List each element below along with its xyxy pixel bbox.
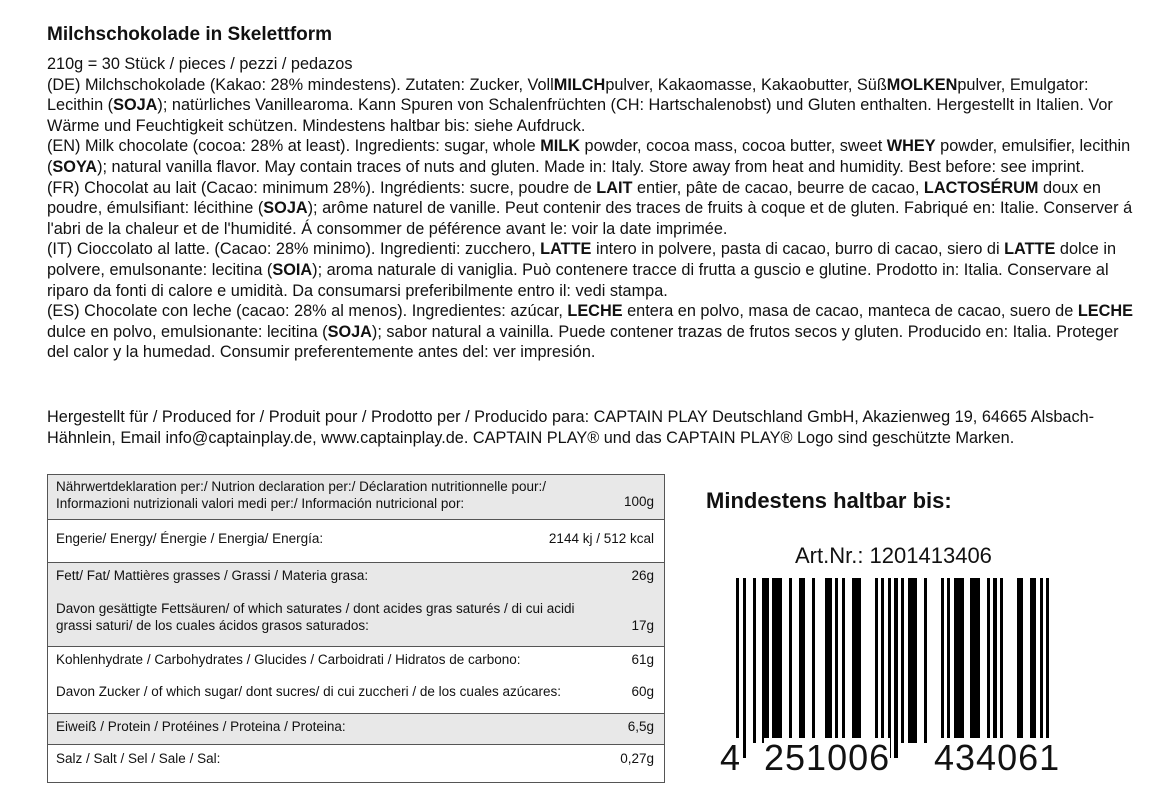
saturates-value: 17g <box>631 618 654 633</box>
barcode-bar <box>901 578 904 743</box>
allergen-text: MOLKEN <box>886 75 958 94</box>
ingredients-text <box>47 54 1137 363</box>
barcode-bar <box>987 578 990 743</box>
barcode-bar <box>1030 578 1037 743</box>
nutrition-header-label-2: Informazioni nutrizionali valori medi per:/ Información nutricional por: <box>56 496 465 511</box>
fat-value: 26g <box>631 568 654 583</box>
allergen-text: SOJA <box>327 322 372 341</box>
salt-label: Salz / Salt / Sel / Sale / Sal: <box>56 751 221 766</box>
paragraph-text: ); sabor natural a vainilla. Puede contener trazas de frutos secos y gluten. Producido en: Italia. Proteger del calor y la humedad. Consumir preferentemente antes del: ver impresión. <box>47 322 1119 362</box>
paragraph-text: pulver, Kakaomasse, Kakaobutter, Süß <box>605 75 887 94</box>
saturates-label-1: Davon gesättigte Fettsäuren/ of which saturates / dont acides gras saturés / di cui acidi <box>56 601 575 616</box>
barcode-bar <box>772 578 782 743</box>
allergen-text: SOIA <box>272 260 313 279</box>
protein-label: Eiweiß / Protein / Protéines / Proteina / Proteina: <box>56 719 346 734</box>
barcode-guard-bar <box>1046 578 1049 758</box>
barcode-bar <box>789 578 792 743</box>
barcode-bar <box>852 578 862 743</box>
product-title: Milchschokolade in Skelettform <box>47 24 333 45</box>
barcode-bar <box>1017 578 1024 743</box>
fat-row <box>48 562 664 646</box>
energy-label: Engerie/ Energy/ Énergie / Energia/ Energía: <box>56 531 324 546</box>
paragraph-text: intero in polvere, pasta di cacao, burro di cacao, siero di <box>591 240 1005 259</box>
paragraph-text: pulver, Emulgator: Lecithin ( <box>47 75 1089 115</box>
barcode-bar <box>842 578 845 743</box>
carbohydrate-row <box>48 646 664 713</box>
barcode-bar <box>825 578 832 743</box>
allergen-text: LATTE <box>1004 240 1056 259</box>
allergen-text: LATTE <box>540 240 592 259</box>
best-before-heading: Mindestens haltbar bis: <box>706 488 952 513</box>
barcode-bar <box>947 578 950 743</box>
energy-row <box>48 519 664 562</box>
paragraph-text: powder, cocoa mass, cocoa butter, sweet <box>580 137 887 156</box>
paragraph-text: entier, pâte de cacao, beurre de cacao, <box>632 178 924 197</box>
barcode-guard-bar <box>1040 578 1043 758</box>
ingredient-paragraph <box>47 75 1137 137</box>
barcode-left-digits: 251006 <box>764 737 891 778</box>
barcode-bar <box>881 578 884 743</box>
paragraph-text: (EN) Milk chocolate (cocoa: 28% at least). Ingredients: sugar, whole <box>47 137 541 156</box>
paragraph-text: ); natürliches Vanillearoma. Kann Spuren von Schalenfrüchten (CH: Hartschalenobst) und Gluten enthalten. Hergestellt in Italien. Vor Wärme und Feuchtigkeit schützen. Mindestens haltbar bis: siehe Aufdruck. <box>47 96 1113 135</box>
barcode-bar <box>954 578 964 743</box>
paragraph-text: (ES) Chocolate con leche (cacao: 28% al menos). Ingredientes: azúcar, <box>47 302 568 321</box>
article-number: Art.Nr.: 1201413406 <box>795 543 992 568</box>
allergen-text: LAIT <box>596 178 633 197</box>
barcode-bar <box>908 578 918 743</box>
paragraph-text: (FR) Chocolat au lait (Cacao: minimum 28%). Ingrédients: sucre, poudre de <box>47 178 597 197</box>
barcode-bar <box>753 578 756 743</box>
carbohydrate-label: Kohlenhydrate / Carbohydrates / Glucides / Carboidrati / Hidratos de carbono: <box>56 652 521 667</box>
barcode-bar <box>875 578 878 743</box>
paragraph-text: entera en polvo, masa de cacao, manteca de cacao, suero de <box>622 302 1078 321</box>
sugar-label: Davon Zucker / of which sugar/ dont sucres/ di cui zuccheri / de los cuales azúcares: <box>56 684 561 699</box>
protein-value: 6,5g <box>627 719 654 734</box>
paragraph-text: ); aroma naturale di vaniglia. Può contenere tracce di frutta a guscio e glutine. Prodotto in: Italia. Conservare al riparo da fonti di calore e umidità. Da consumarsi preferibilmente entro il: vedi stampa. <box>47 260 1109 300</box>
energy-value: 2144 kj / 512 kcal <box>548 531 654 546</box>
ingredient-paragraph <box>47 136 1137 177</box>
paragraph-text: ); natural vanilla flavor. May contain traces of nuts and gluten. Made in: Italy. Store away from heat and humidity. Best before: see imprint. <box>97 157 1085 176</box>
barcode-guard-bar <box>743 578 746 758</box>
ean-barcode <box>716 578 1066 778</box>
fat-label: Fett/ Fat/ Mattières grasses / Grassi / Materia grasa: <box>56 568 369 583</box>
carbohydrate-value: 61g <box>631 652 654 667</box>
ingredient-paragraph <box>47 301 1137 363</box>
barcode-bar <box>924 578 927 743</box>
paragraph-text: doux en poudre, émulsifiant: lécithine ( <box>47 178 1101 218</box>
barcode-guard-bar <box>888 578 891 758</box>
barcode-guard-bar <box>736 578 739 758</box>
salt-row <box>48 744 664 782</box>
allergen-text: LECHE <box>567 302 623 321</box>
allergen-text: LACTOSÉRUM <box>923 178 1039 197</box>
barcode-bar <box>835 578 838 743</box>
ingredient-paragraph <box>47 54 1137 75</box>
paragraph-text: (DE) Milchschokolade (Kakao: 28% mindestens). Zutaten: Zucker, Voll <box>47 75 554 94</box>
producer-info: Hergestellt für / Produced for / Produit pour / Prodotto per / Producido para: CAPTAIN PLAY Deutschland GmbH, Akazienweg 19, 64665 Alsbach-Hähnlein, Email info@captainplay.de, www.captainplay.de. CAPTAIN PLAY® und das CAPTAIN PLAY® Logo sind geschützte Marken. <box>47 408 1095 447</box>
barcode-first-digit: 4 <box>720 737 741 778</box>
allergen-text: MILCH <box>553 75 606 94</box>
paragraph-text: powder, emulsifier, lecithin ( <box>47 137 1131 176</box>
nutrition-header-row <box>48 475 664 519</box>
barcode-guard-bar <box>894 578 897 758</box>
protein-row <box>48 713 664 744</box>
ingredient-paragraph <box>47 178 1137 240</box>
salt-value: 0,27g <box>620 751 654 766</box>
barcode-bar <box>812 578 815 743</box>
allergen-text: SOJA <box>263 199 308 218</box>
nutrition-table <box>47 474 665 783</box>
paragraph-text: (IT) Cioccolato al latte. (Cacao: 28% minimo). Ingredienti: zucchero, <box>47 240 541 259</box>
allergen-text: SOYA <box>52 157 98 176</box>
saturates-label-2: grassi saturi/ de los cuales ácidos grasos saturados: <box>56 618 369 633</box>
allergen-text: SOJA <box>113 96 158 115</box>
barcode-bar <box>1000 578 1003 743</box>
paragraph-text: dulce en polvo, emulsionante: lecitina ( <box>47 322 328 341</box>
ingredient-paragraph <box>47 239 1137 301</box>
sugar-value: 60g <box>631 684 654 699</box>
barcode-bar <box>799 578 806 743</box>
paragraph-text: dolce in polvere, emulsonante: lecitina ( <box>47 240 1117 279</box>
nutrition-header-value: 100g <box>623 494 654 509</box>
paragraph-text: ); arôme naturel de vanille. Peut contenir des traces de fruits à coque et de gluten. Fabriqué en: Italie. Conserver á l'abri de la chaleur et de l'humidité. Á consommer de péférence avant le: voir la date imprimée. <box>47 199 1133 238</box>
barcode-right-digits: 434061 <box>934 737 1061 778</box>
paragraph-text: 210g = 30 Stück / pieces / pezzi / pedazos <box>47 55 353 73</box>
barcode-bar <box>762 578 769 743</box>
allergen-text: LECHE <box>1077 302 1134 321</box>
barcode-bar <box>970 578 980 743</box>
allergen-text: MILK <box>540 137 580 156</box>
barcode-bar <box>993 578 996 743</box>
barcode-bar <box>941 578 944 743</box>
allergen-text: WHEY <box>886 137 936 156</box>
nutrition-header-label-1: Nährwertdeklaration per:/ Nutrion declaration per:/ Déclaration nutritionnelle pour:/ <box>56 479 547 494</box>
